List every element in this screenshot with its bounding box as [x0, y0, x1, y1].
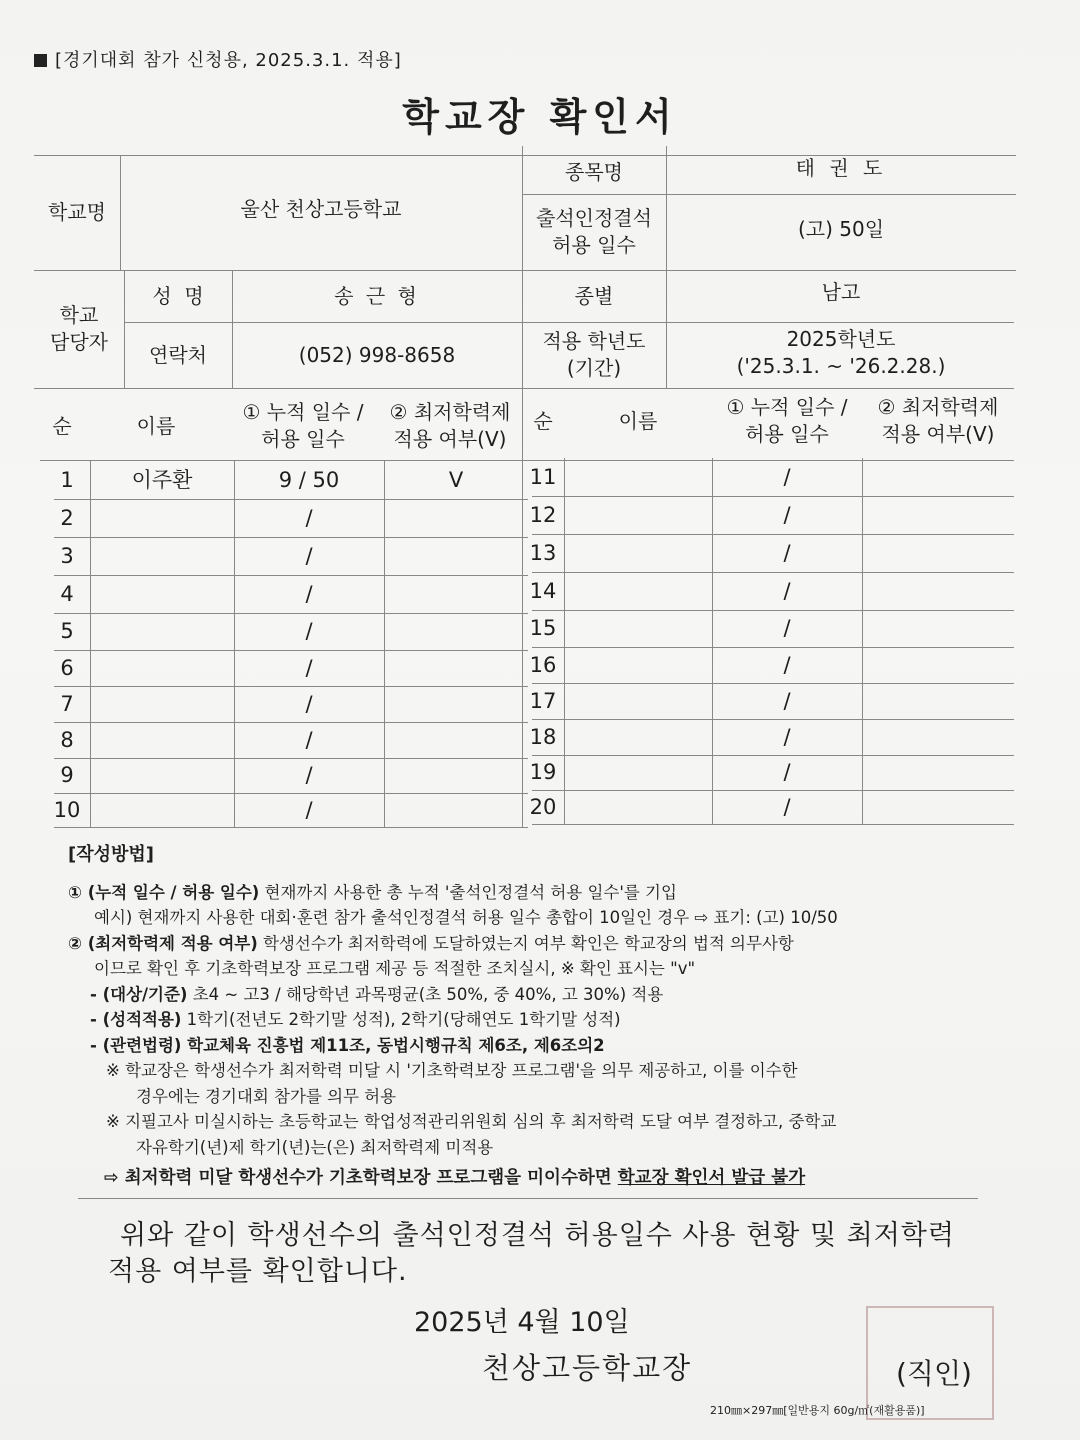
event-label: 종목명 — [565, 159, 623, 184]
name-value: 송 근 형 — [334, 283, 420, 308]
note-1-cont: 경우에는 경기대회 참가를 의무 허용 — [136, 1086, 397, 1106]
row-no: 11 — [529, 464, 557, 489]
row-name — [564, 572, 712, 610]
row-days: / — [783, 540, 791, 565]
row-check — [862, 683, 1014, 719]
row-name — [564, 610, 712, 647]
row-no: 19 — [529, 760, 557, 785]
row-name — [90, 793, 234, 827]
row-no: 9 — [60, 763, 74, 788]
row-name — [90, 758, 234, 793]
row-check — [384, 793, 528, 827]
gender-label: 종별 — [574, 283, 614, 308]
row-no: 6 — [60, 655, 74, 680]
row-no: 14 — [529, 578, 557, 603]
principal-name: 천상고등학교장 — [482, 1351, 693, 1385]
document-title: 학교장 확인서 — [402, 95, 678, 139]
seal-label: (직인) — [896, 1357, 972, 1390]
warning-line: ⇨ 최저학력 미달 학생선수가 기초학력보장 프로그램을 미이수하면 학교장 확인서 발급 불가 — [104, 1168, 806, 1188]
row-name — [90, 575, 234, 613]
bullet-law: - (관련법령) 학교체육 진흥법 제11조, 동법시행규칙 제6조, 제6조의2 — [90, 1035, 605, 1055]
row-days: / — [783, 688, 791, 713]
row-check — [862, 534, 1014, 572]
bullet-grades: - (성적적용) 1학기(전년도 2학기말 성적), 2학기(당해연도 1학기말 성적) — [90, 1010, 621, 1029]
row-days: / — [783, 502, 791, 527]
row-no: 3 — [60, 543, 74, 568]
bullet-target: - (대상/기준) 초4 ~ 고3 / 해당학년 과목평균(초 50%, 중 40%, 고 30%) 적용 — [90, 984, 664, 1004]
row-name — [564, 534, 712, 572]
row-no: 2 — [60, 505, 74, 530]
col-min-right: ② 최저학력제 적용 여부(V) — [877, 395, 999, 446]
instructions-heading: [작성방법] — [68, 844, 155, 865]
col-name-right: 이름 — [618, 408, 658, 433]
instruction-1-example: 예시) 현재까지 사용한 대회·훈련 참가 출석인정결석 허용 일수 총합이 10일인 경우 ⇨ 표기: (고) 10/50 — [94, 908, 838, 927]
row-no: 8 — [60, 727, 74, 752]
confirmation-text: 위와 같이 학생선수의 출석인정결석 허용일수 사용 현황 및 최저학력 적용 여부를 확인합니다. — [108, 1220, 955, 1287]
row-no: 7 — [60, 691, 74, 716]
row-days: / — [783, 616, 791, 641]
arrow-box-icon: ⇨ — [104, 1168, 119, 1188]
row-check — [862, 790, 1014, 824]
divider — [78, 1198, 978, 1199]
col-no-left: 순 — [52, 413, 72, 438]
row-check — [384, 650, 528, 686]
gender-value: 남고 — [821, 279, 861, 304]
instructions — [68, 842, 998, 1199]
row-no: 12 — [529, 502, 557, 527]
row-name — [90, 722, 234, 758]
row-check — [384, 613, 528, 650]
row-no: 17 — [529, 688, 557, 713]
contact-value: (052) 998-8658 — [298, 342, 456, 367]
instruction-2-cont: 이므로 확인 후 기초학력보장 프로그램 제공 등 적절한 조치실시, ※ 확인 표시는 "v" — [94, 959, 696, 978]
row-check — [862, 458, 1014, 496]
contact-label: 연락처 — [149, 342, 207, 367]
row-days: / — [305, 655, 313, 680]
col-min-left: ② 최저학력제 적용 여부(V) — [389, 400, 511, 451]
row-no: 16 — [529, 652, 557, 677]
note-2: ※ 지필고사 미실시하는 초등학교는 학업성적관리위원회 심의 후 최저학력 도달 여부 결정하고, 중학교 — [106, 1112, 837, 1131]
school-value: 울산 천상고등학교 — [240, 196, 402, 221]
row-name — [564, 755, 712, 790]
row-check — [862, 572, 1014, 610]
row-name — [90, 537, 234, 575]
instruction-1: ① (누적 일수 / 허용 일수) 현재까지 사용한 총 누적 '출석인정결석 허용 일수'를 기입 — [68, 882, 677, 902]
allow-label: 출석인정결석 허용 일수 — [536, 206, 652, 257]
row-days: / — [305, 543, 313, 568]
note-1: ※ 학교장은 학생선수가 최저학력 미달 시 '기초학력보장 프로그램'을 의무 제공하고, 이를 이수한 — [106, 1061, 798, 1080]
name-label: 성 명 — [152, 283, 204, 308]
row-no: 4 — [60, 581, 74, 606]
manager-label: 학교 담당자 — [50, 303, 108, 354]
row-name — [564, 719, 712, 755]
col-days-left: ① 누적 일수 / 허용 일수 — [242, 400, 364, 451]
row-days: / — [783, 794, 791, 819]
year-label: 적용 학년도 (기간) — [542, 329, 646, 380]
col-days-right: ① 누적 일수 / 허용 일수 — [726, 395, 848, 446]
row-no: 15 — [529, 616, 557, 641]
row-days: / — [305, 727, 313, 752]
school-label: 학교명 — [48, 200, 106, 224]
col-no-right: 순 — [533, 408, 553, 433]
row-check — [384, 758, 528, 793]
row-days: / — [783, 652, 791, 677]
issue-date: 2025년 4월 10일 — [414, 1307, 630, 1338]
row-days: / — [305, 505, 313, 530]
row-name — [90, 686, 234, 722]
row-name — [564, 647, 712, 683]
row-check — [384, 575, 528, 613]
paper-spec: 210㎜×297㎜[일반용지 60g/㎡(재활용품)] — [710, 1404, 925, 1417]
row-days: / — [305, 581, 313, 606]
row-days: / — [305, 763, 313, 788]
note-2-cont: 자유학기(년)제 학기(년)는(은) 최저학력제 미적용 — [136, 1137, 494, 1157]
row-name — [90, 613, 234, 650]
row-check — [862, 647, 1014, 683]
row-name — [564, 790, 712, 824]
row-check — [862, 496, 1014, 534]
row-days: / — [783, 724, 791, 749]
row-days: / — [783, 464, 791, 489]
row-check — [384, 722, 528, 758]
row-check — [862, 755, 1014, 790]
row-check — [384, 686, 528, 722]
row-name — [564, 683, 712, 719]
row-name — [90, 499, 234, 537]
row-name — [564, 458, 712, 496]
row-days: / — [305, 619, 313, 644]
row-days: / — [783, 578, 791, 603]
form-tag: [경기대회 참가 신청용, 2025.3.1. 적용] — [34, 46, 402, 72]
instruction-2: ② (최저학력제 적용 여부) 학생선수가 최저학력에 도달하였는지 여부 확인은 학교장의 법적 의무사항 — [68, 933, 794, 953]
row-days: / — [305, 691, 313, 716]
row-days: 9 / 50 — [278, 467, 340, 492]
row-check: V — [448, 467, 464, 492]
row-no: 18 — [529, 724, 557, 749]
col-name-left: 이름 — [136, 413, 176, 438]
row-check — [384, 537, 528, 575]
row-no: 1 — [60, 467, 74, 492]
event-value: 태 권 도 — [795, 155, 887, 180]
row-days: / — [305, 797, 313, 822]
row-name — [564, 496, 712, 534]
row-check — [384, 499, 528, 537]
row-no: 10 — [53, 797, 81, 822]
row-no: 5 — [60, 619, 74, 644]
bullet-square-icon — [34, 54, 47, 67]
year-value: 2025학년도 ('25.3.1. ~ '26.2.28.) — [736, 327, 946, 378]
row-no: 20 — [529, 794, 557, 819]
row-days: / — [783, 760, 791, 785]
row-name — [90, 650, 234, 686]
row-no: 13 — [529, 540, 557, 565]
row-name: 이주환 — [131, 467, 193, 492]
row-check — [862, 610, 1014, 647]
row-check — [862, 719, 1014, 755]
allow-value: (고) 50일 — [797, 216, 885, 241]
